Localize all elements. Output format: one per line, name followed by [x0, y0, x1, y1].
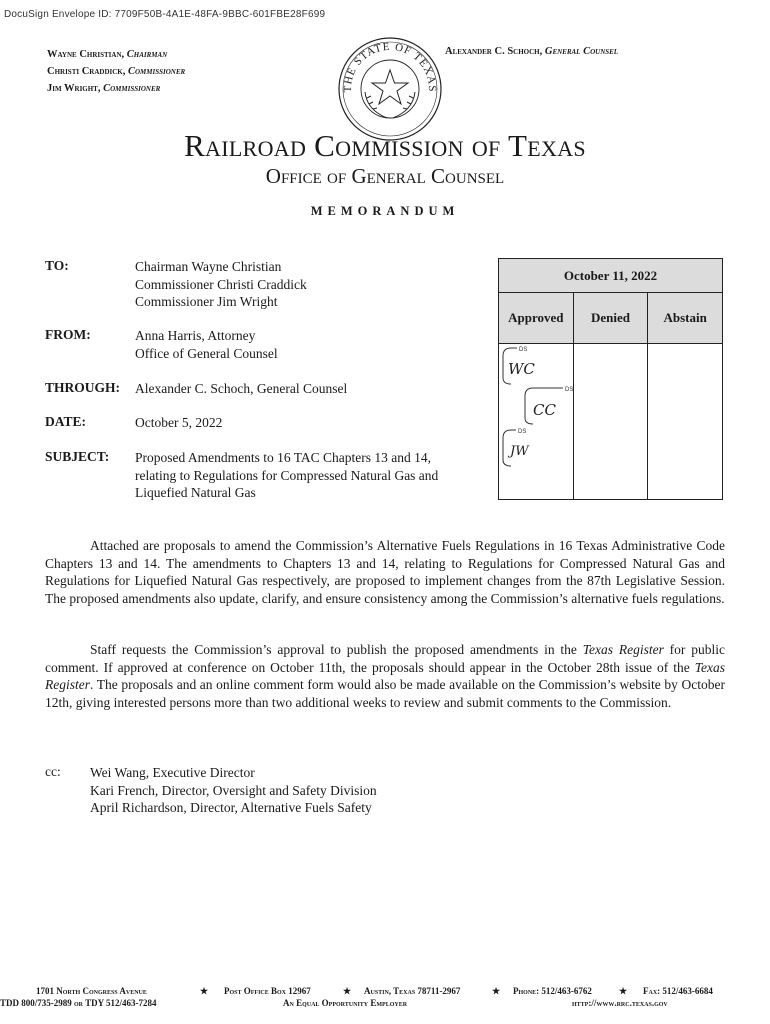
docusign-envelope-id: DocuSign Envelope ID: 7709F50B-4A1E-48FA-9BBC-601FBE28F699	[4, 9, 326, 20]
para2-text: . The proposals and an online comment form would also be made available on the Commission’s website by October 12th, giving interested persons more than two additional weeks to review and submit comments to the Commission.	[45, 677, 725, 710]
footer-website[interactable]: http://www.rrc.texas.gov	[572, 998, 668, 1008]
office-name: Office of General Counsel	[265, 164, 505, 188]
svg-text:DS: DS	[519, 347, 528, 353]
star-icon: ★	[343, 986, 352, 996]
counsel-name: Alexander C. Schoch	[445, 46, 540, 57]
svg-text:THE STATE OF TEXAS: THE STATE OF TEXAS	[341, 40, 439, 93]
cc-label: cc:	[45, 764, 61, 779]
denied-cell	[574, 344, 649, 499]
cc-recipient: Kari French, Director, Oversight and Safety Division	[90, 782, 377, 798]
abstain-cell	[648, 344, 722, 499]
svg-text:DS: DS	[518, 429, 527, 435]
from-sender	[135, 327, 278, 362]
counsel-title: General Counsel	[544, 46, 619, 57]
to-line: Chairman Wayne Christian	[135, 259, 282, 274]
from-label: FROM:	[45, 327, 91, 342]
memo-title: MEMORANDUM	[310, 204, 460, 218]
to-label: TO:	[45, 258, 69, 273]
cc-recipient: April Richardson, Director, Alternative Fuels Safety	[90, 800, 372, 815]
signature-stamp-jw	[499, 426, 539, 468]
star-icon: ★	[619, 986, 628, 996]
to-line: Commissioner Jim Wright	[135, 294, 278, 309]
date-line: October 5, 2022	[135, 415, 223, 430]
subject-line: Liquefied Natural Gas	[135, 485, 256, 500]
column-approved: Approved	[508, 310, 564, 325]
svg-text:DS: DS	[565, 387, 574, 393]
body-paragraph-1: Attached are proposals to amend the Commission’s Alternative Fuels Regulations in 16 Texas Administrative Code Chapters 13 and 14. The amendments to Chapters 13 and 14, relating to Regulations for Compressed Natural Gas and Regulations for Liquefied Natural Gas respectively, are proposed to implement changes from the 87th Legislative Session. The proposed amendments also update, clarify, and ensure consistency among the Commission’s alternative fuels regulations.	[45, 538, 725, 606]
official-row: Christi Craddick, Commissioner	[47, 66, 186, 77]
date-label: DATE:	[45, 414, 87, 429]
from-line: Office of General Counsel	[135, 345, 278, 361]
subject-line: Proposed Amendments to 16 TAC Chapters 13 and 14,	[135, 450, 432, 465]
footer-tdd: TDD 800/735-2989 or TDY 512/463-7284	[0, 998, 157, 1008]
star-icon: ★	[492, 986, 501, 996]
para2-text: for public comment. If approved at conference on October 11th, the proposals should appear in the October 28th issue of the	[45, 642, 725, 675]
subject-value	[135, 449, 438, 502]
signature-stamp-cc	[521, 384, 575, 428]
vote-columns-header	[499, 293, 722, 344]
official-name: Christi Craddick	[47, 66, 123, 77]
vote-date: October 11, 2022	[499, 259, 722, 293]
vote-box	[498, 258, 723, 500]
texas-seal-icon	[337, 36, 443, 142]
star-icon: ★	[200, 986, 209, 996]
svg-text:CC: CC	[533, 401, 556, 419]
svg-text:WC: WC	[508, 360, 535, 378]
official-name: Jim Wright	[47, 83, 98, 94]
through-label: THROUGH:	[45, 380, 121, 395]
official-title: Commissioner	[128, 66, 186, 77]
texas-register-ref: Texas Register	[45, 659, 725, 692]
through-line: Alexander C. Schoch, General Counsel	[135, 381, 348, 396]
to-recipients	[135, 258, 307, 311]
footer-address: 1701 North Congress Avenue	[36, 986, 147, 996]
column-denied: Denied	[573, 293, 648, 343]
para2-text: Staff requests the Commission’s approval to publish the proposed amendments in the	[90, 642, 583, 657]
officials-list	[47, 46, 185, 97]
from-line: Anna Harris, Attorney	[135, 328, 256, 343]
subject-line: relating to Regulations for Compressed Natural Gas and	[135, 467, 439, 483]
date-value	[135, 414, 222, 432]
official-row: Wayne Christian, Chairman	[47, 49, 168, 60]
cc-list	[90, 764, 377, 817]
through-value	[135, 380, 347, 398]
body-paragraph-2	[45, 641, 725, 711]
subject-label: SUBJECT:	[45, 449, 110, 464]
to-line: Commissioner Christi Craddick	[135, 276, 307, 292]
official-row: Jim Wright, Commissioner	[47, 83, 161, 94]
official-title: Commissioner	[103, 83, 161, 94]
cc-recipient: Wei Wang, Executive Director	[90, 765, 255, 780]
footer-fax: Fax: 512/463-6684	[643, 986, 713, 996]
official-title: Chairman	[126, 49, 168, 60]
texas-register-ref: Texas Register	[582, 642, 664, 657]
footer-phone: Phone: 512/463-6762	[513, 986, 592, 996]
agency-name: Railroad Commission of Texas	[184, 128, 586, 163]
footer-po-box: Post Office Box 12967	[224, 986, 311, 996]
general-counsel: Alexander C. Schoch, General Counsel	[445, 46, 619, 57]
official-name: Wayne Christian	[47, 49, 122, 60]
svg-text:JW: JW	[510, 444, 529, 459]
column-abstain: Abstain	[647, 293, 722, 343]
footer-employer: An Equal Opportunity Employer	[283, 998, 408, 1008]
vote-signatures-row	[499, 344, 722, 499]
signature-stamp-wc	[499, 344, 543, 386]
footer-city: Austin, Texas 78711-2967	[364, 986, 461, 996]
approved-cell	[499, 344, 574, 499]
